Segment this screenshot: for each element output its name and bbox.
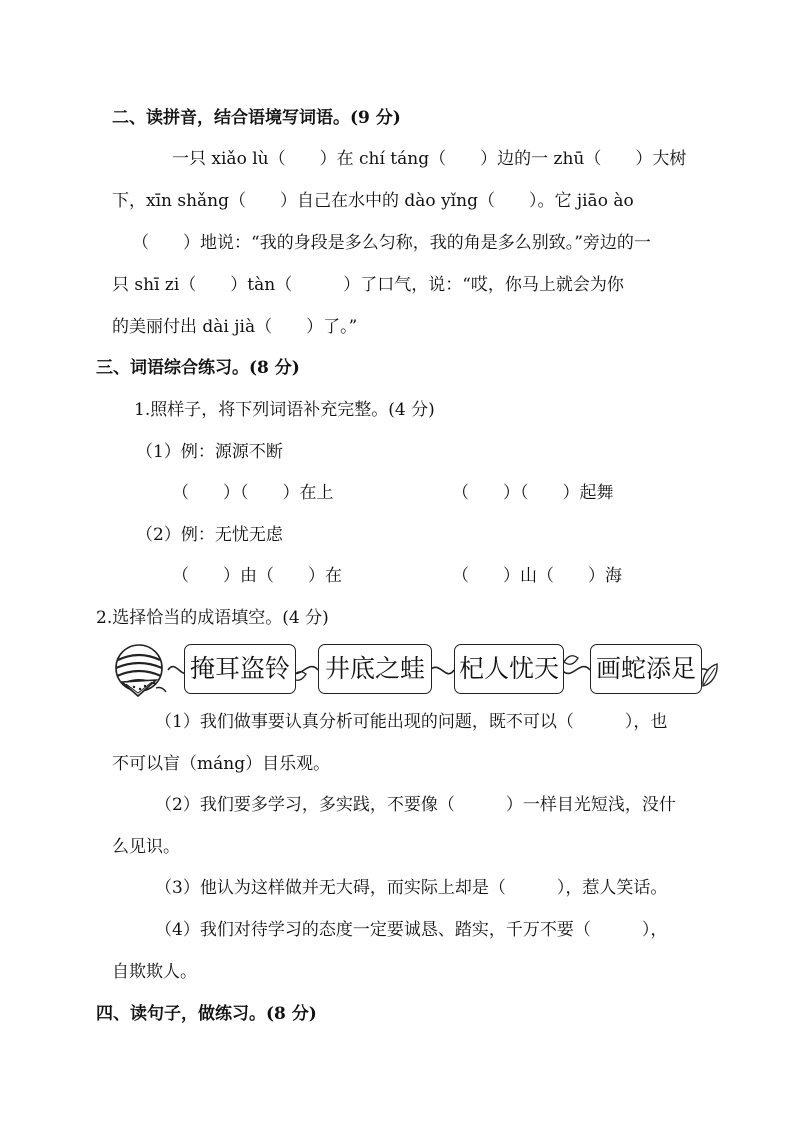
s3-example-2-blank-a: （ ）由（ ）在	[172, 566, 342, 586]
s3-example-1-blank-b: （ ）（ ）起舞	[452, 483, 614, 503]
s3-question-1: 1.照样子，将下列词语补充完整。(4 分)	[134, 400, 435, 420]
s3-question-2: 2.选择恰当的成语填空。(4 分)	[96, 608, 329, 628]
sentence-1-line-2: 不可以盲（máng）目乐观。	[112, 754, 331, 774]
s3-example-2-blank-b: （ ）山（ ）海	[452, 566, 622, 586]
s2-line-5: 的美丽付出 dài jià（ ）了。”	[112, 317, 358, 337]
watermelon-icon	[112, 642, 170, 698]
s2-line-2: 下，xīn shǎng（ ）自己在水中的 dào yǐng（ ）。它 jiāo ào	[112, 191, 634, 211]
sentence-3: （3）他认为这样做并无大碍，而实际上却是（ ），惹人笑话。	[155, 878, 668, 898]
section-3-title: 三、词语综合练习。(8 分)	[96, 358, 300, 378]
s2-line-4: 只 shī zi（ ）tàn（ ）了口气，说：“哎，你马上就会为你	[112, 275, 624, 295]
sentence-2-line-2: 么见识。	[112, 837, 180, 857]
sentence-1-line-1: （1）我们做事要认真分析可能出现的问题，既不可以（ ），也	[155, 712, 668, 732]
section-4-title: 四、读句子，做练习。(8 分)	[96, 1004, 317, 1024]
s3-example-1: （1）例：源源不断	[136, 442, 283, 462]
s3-example-2: （2）例：无忧无虑	[136, 525, 283, 545]
sentence-4-line-2: 自欺欺人。	[112, 962, 197, 982]
s2-line-3: （ ）地说：“我的身段是多么匀称，我的角是多么别致。”旁边的一	[132, 233, 651, 253]
s2-line-1: 一只 xiǎo lù（ ）在 chí táng（ ）边的一 zhū（ ）大树	[172, 149, 687, 169]
idiom-choices	[112, 640, 720, 700]
idiom-option-3: 杞人忧天	[454, 644, 564, 694]
s3-example-1-blank-a: （ ）（ ）在上	[172, 483, 334, 503]
section-2-title: 二、读拼音，结合语境写词语。(9 分)	[112, 108, 401, 128]
leaf-icon	[700, 660, 720, 690]
idiom-option-1: 掩耳盗铃	[184, 644, 296, 694]
idiom-option-2: 井底之蛙	[318, 644, 432, 694]
idiom-option-4: 画蛇添足	[590, 644, 702, 694]
sentence-4-line-1: （4）我们对待学习的态度一定要诚恳、踏实，千万不要（ ），	[155, 920, 668, 940]
sentence-2-line-1: （2）我们要多学习，多实践，不要像（ ）一样目光短浅，没什	[155, 795, 676, 815]
